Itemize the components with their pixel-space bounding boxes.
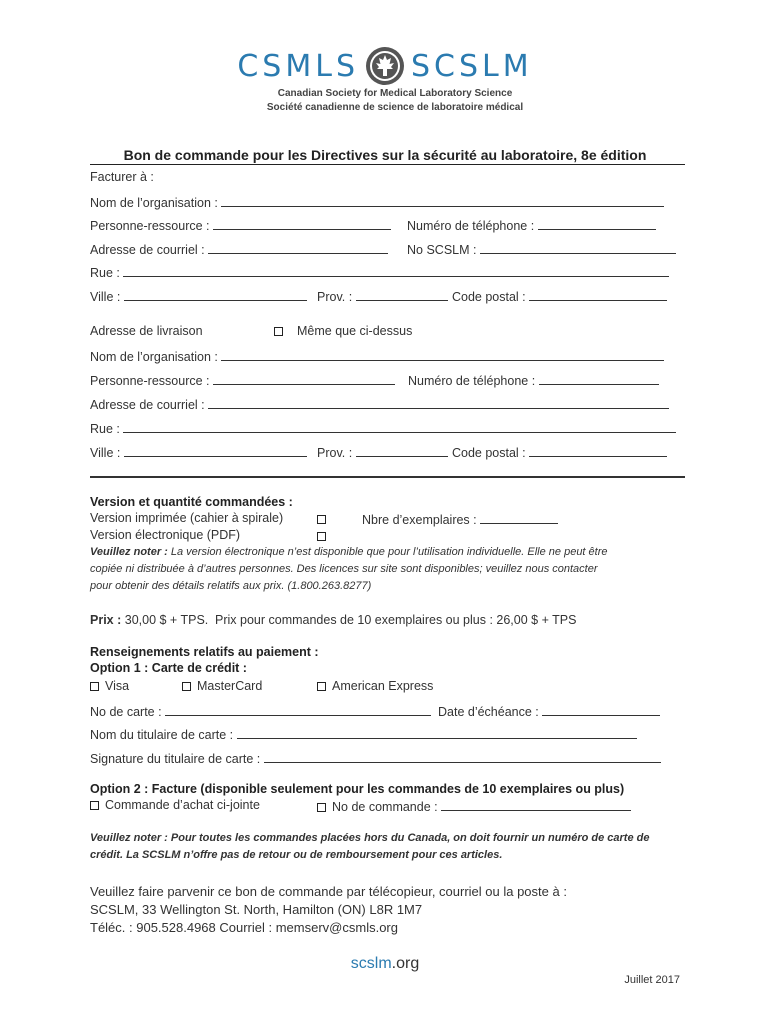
title-divider (90, 164, 685, 165)
shipping-city-label: Ville : (90, 446, 121, 460)
print-version-checkbox[interactable] (317, 515, 326, 524)
billing-prov-row (317, 288, 448, 304)
copies-label: Nbre d’exemplaires : (362, 513, 477, 527)
form-title: Bon de commande pour les Directives sur la sécurité au laboratoire, 8e édition (123, 147, 647, 163)
mastercard-checkbox[interactable] (182, 682, 191, 691)
billing-email-row (90, 241, 388, 257)
footer-url-domain: scslm (350, 955, 392, 972)
cardholder-field[interactable] (237, 726, 637, 739)
shipping-city-row (90, 444, 307, 460)
shipping-email-field[interactable] (208, 396, 669, 409)
expiry-label: Date d’échéance : (438, 705, 539, 719)
payment-heading: Renseignements relatifs au paiement : (90, 645, 319, 659)
same-as-above-checkbox[interactable] (274, 327, 283, 336)
order-number-row[interactable] (317, 798, 631, 814)
shipping-heading: Adresse de livraison (90, 324, 203, 338)
billing-postal-row (452, 288, 667, 304)
electronic-version-label: Version électronique (PDF) (90, 528, 241, 542)
billing-street-label: Rue : (90, 266, 120, 280)
billing-contact-label: Personne-ressource : (90, 219, 210, 233)
billing-prov-field[interactable] (356, 288, 448, 301)
card-number-row (90, 703, 431, 719)
po-label: Commande d’achat ci-jointe (105, 798, 260, 812)
billing-street-field[interactable] (123, 264, 669, 277)
billing-postal-field[interactable] (529, 288, 667, 301)
billing-email-field[interactable] (208, 241, 388, 254)
logo-left-text: CSMLS (237, 48, 359, 84)
order-number-field[interactable] (441, 798, 631, 811)
shipping-phone-field[interactable] (539, 372, 659, 385)
shipping-phone-row (408, 372, 659, 388)
price-value: 30,00 $ + TPS. (124, 613, 209, 627)
shipping-street-row (90, 420, 676, 436)
footer-url-tld: .org (391, 955, 420, 972)
billing-member-label: No SCSLM : (407, 243, 477, 257)
billing-phone-label: Numéro de téléphone : (407, 219, 535, 233)
billing-org-row (90, 194, 664, 210)
section-divider (90, 476, 685, 478)
shipping-postal-label: Code postal : (452, 446, 526, 460)
billing-phone-row (407, 217, 656, 233)
international-note-line2: crédit. La SCSLM n’offre pas de retour ou de remboursement pour ces articles. (90, 849, 503, 861)
po-option[interactable] (90, 798, 260, 812)
option1-heading: Option 1 : Carte de crédit : (90, 661, 247, 675)
shipping-contact-label: Personne-ressource : (90, 374, 210, 388)
signature-field[interactable] (264, 750, 661, 763)
shipping-org-row (90, 348, 664, 364)
same-as-above-option[interactable] (274, 324, 412, 338)
shipping-contact-row (90, 372, 395, 388)
maple-seal-icon (365, 46, 405, 86)
shipping-email-row (90, 396, 669, 412)
billing-street-row (90, 264, 669, 280)
bulk-price-text: Prix pour commandes de 10 exemplaires ou plus : 26,00 $ + TPS (215, 613, 577, 627)
option2-heading: Option 2 : Facture (disponible seulement pour les commandes de 10 exemplaires ou plus) (90, 782, 625, 796)
international-note-line1: Veuillez noter : Pour toutes les commandes placées hors du Canada, on doit fournir un numéro de carte de (90, 832, 650, 844)
org-name-english: Canadian Society for Medical Laboratory Science (277, 88, 513, 99)
order-number-checkbox[interactable] (317, 803, 326, 812)
visa-option[interactable] (90, 679, 129, 693)
shipping-postal-field[interactable] (529, 444, 667, 457)
print-version-label: Version imprimée (cahier à spirale) (90, 511, 284, 525)
billing-org-field[interactable] (221, 194, 664, 207)
shipping-street-field[interactable] (123, 420, 676, 433)
shipping-postal-row (452, 444, 667, 460)
billing-member-row (407, 241, 676, 257)
fax-email-line: Téléc. : 905.528.4968 Courriel : memserv@csmls.org (90, 920, 398, 935)
shipping-prov-label: Prov. : (317, 446, 353, 460)
electronic-version-checkbox[interactable] (317, 532, 326, 541)
shipping-email-label: Adresse de courriel : (90, 398, 205, 412)
billing-contact-row (90, 217, 391, 233)
electronic-note-line3: pour obtenir des détails relatifs aux prix. (1.800.263.8277) (90, 580, 372, 592)
shipping-city-field[interactable] (124, 444, 307, 457)
billing-city-field[interactable] (124, 288, 307, 301)
signature-row (90, 750, 661, 766)
electronic-note-text1: La version électronique n’est disponible que pour l’utilisation individuelle. Elle ne peut être (170, 546, 608, 558)
mastercard-label: MasterCard (197, 679, 263, 693)
billing-phone-field[interactable] (538, 217, 656, 230)
expiry-field[interactable] (542, 703, 660, 716)
same-as-above-label: Même que ci-dessus (297, 324, 413, 338)
billing-prov-label: Prov. : (317, 290, 353, 304)
billing-postal-label: Code postal : (452, 290, 526, 304)
billing-email-label: Adresse de courriel : (90, 243, 205, 257)
amex-option[interactable] (317, 679, 433, 693)
electronic-note-line2: copiée ni distribuée à d’autres personnes. Des licences sur site sont disponibles; veuillez nous contacter (90, 563, 598, 575)
logo-right-text: SCSLM (411, 48, 533, 84)
order-number-label: No de commande : (332, 800, 438, 814)
visa-checkbox[interactable] (90, 682, 99, 691)
billing-city-label: Ville : (90, 290, 121, 304)
shipping-phone-label: Numéro de téléphone : (408, 374, 536, 388)
price-row (90, 613, 208, 627)
electronic-note-line1 (90, 546, 608, 558)
signature-label: Signature du titulaire de carte : (90, 752, 261, 766)
amex-label: American Express (332, 679, 434, 693)
billing-org-label: Nom de l’organisation : (90, 196, 218, 210)
shipping-prov-row (317, 444, 448, 460)
copies-row (362, 511, 558, 527)
version-heading: Version et quantité commandées : (90, 495, 293, 509)
visa-label: Visa (105, 679, 130, 693)
org-name-french: Société canadienne de science de laboratoire médical (266, 102, 524, 113)
cardholder-row (90, 726, 637, 742)
shipping-street-label: Rue : (90, 422, 120, 436)
electronic-note-label: Veuillez noter : (90, 546, 168, 558)
billing-contact-field[interactable] (213, 217, 391, 230)
footer-url[interactable] (0, 955, 770, 973)
po-checkbox[interactable] (90, 801, 99, 810)
cardholder-label: Nom du titulaire de carte : (90, 728, 234, 742)
shipping-org-label: Nom de l’organisation : (90, 350, 218, 364)
amex-checkbox[interactable] (317, 682, 326, 691)
billing-member-field[interactable] (480, 241, 676, 254)
price-label: Prix : (90, 613, 122, 627)
billing-city-row (90, 288, 307, 304)
shipping-prov-field[interactable] (356, 444, 448, 457)
billing-heading: Facturer à : (90, 170, 154, 184)
copies-field[interactable] (480, 511, 558, 524)
card-number-label: No de carte : (90, 705, 162, 719)
card-number-field[interactable] (165, 703, 431, 716)
mastercard-option[interactable] (182, 679, 262, 693)
footer-date: Juillet 2017 (624, 974, 680, 986)
logo (0, 46, 770, 86)
shipping-contact-field[interactable] (213, 372, 395, 385)
mailing-address: SCSLM, 33 Wellington St. North, Hamilton (ON) L8R 1M7 (90, 902, 423, 917)
send-instructions: Veuillez faire parvenir ce bon de commande par télécopieur, courriel ou la poste à : (90, 884, 567, 899)
shipping-org-field[interactable] (221, 348, 664, 361)
expiry-row (438, 703, 660, 719)
